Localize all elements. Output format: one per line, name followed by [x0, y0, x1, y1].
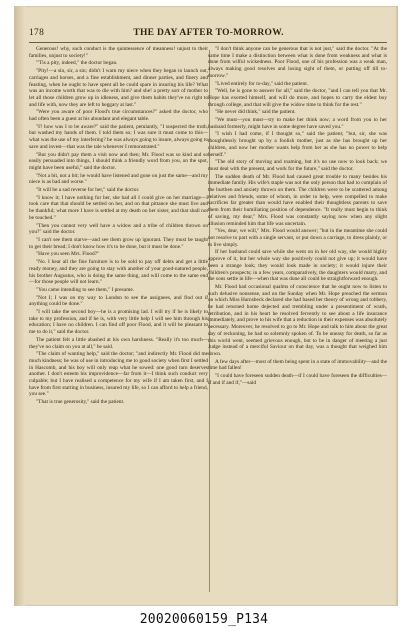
paragraph: "It will be a sad reverse for her," said the doctor. — [36, 187, 140, 194]
paragraph: The sudden death of Mr. Flood had caused great trouble to many besides his immediate family. His wife's staple was not the only person that had to complain of the burthen and anxiety thrown on them. The children were to be scattered among relatives and friends, some of whom, in order to help, were compelled to make sacrifices far greater than would have enabled their thoughtless parents to save them from their humiliating position of dependence. "It really must begin to think of saving, my dear," Mrs. Flood was constantly saying now when any slight allusion reminded him that life was uncertain. — [208, 173, 387, 227]
paragraph: "Lived entirely for to-day," said the patient. — [215, 80, 309, 87]
paragraph: A few days after—most of them being spent in a state of immovability—and the time had fallen! — [208, 358, 387, 372]
right-column — [208, 46, 387, 598]
header-rule — [29, 42, 387, 43]
paragraph: If her husband could save while she went on in her old way, she would highly approve of it, but her whole way she positively could not give up; it would have been a strange look; they would look made in society; it would injure their children's prospects; in a few years, comparatively, the daughters would marry, and the sons settle in life—when that was done all could be straightforward enough. — [208, 249, 387, 283]
paragraph: "I can't see them starve—and see them grow up ignorant. They must be taught to get their bread; I don't know how it's to be done, but it must be done." — [29, 236, 208, 250]
running-title: THE DAY AFTER TO-MORROW. — [133, 28, 284, 38]
paragraph: "But you didn't pay them a visit now and then; Mr. Flood was so kind and so easily persuaded into things, I should think a friendly word from you, on the spot, might have been useful," said the doctor. — [29, 151, 208, 171]
paragraph: "The old story of moving and roaming, but it's no use now to look back; we must deal with the present, and work for the future," said the doctor. — [208, 159, 387, 172]
page-number: 178 — [29, 28, 45, 38]
paragraph: "Then you cannot very well have a widow and a tribe of children thrown on you?" said the doctor. — [29, 222, 208, 236]
paragraph: "He never did think," said the patient. — [215, 109, 296, 116]
paragraph: "I know it; I have nothing for her, she had all I could give on her marriage—I took care that that should be settled on her, and on that pittance she must live and be thankful; what more I have is settled at my death on her sister, and that shall not be touched." — [29, 194, 208, 221]
paragraph: "You came intending to see them," I presume. — [36, 286, 135, 293]
paragraph: "I could have foreseen sudden death—if I could have foreseen the difficulties—if and if and if,"—said — [208, 373, 387, 386]
paragraph: "I don't think anyone can be generous that is not just," said the doctor. "At the same time I make a distinction between what is done from weakness and what is done from wilful wickedness. Poor Flood, one of his profession was a weak man, always making good resolves and losing sight of them, or putting off till to-morrow." — [208, 46, 387, 79]
paragraph: "The claim of wanting help," said the doctor; "and indirectly Mr. Flood did me much kindness; he was of use in introducing me to good society when first I settled in Hascomb, and his boy will only reap what he sowed: one good turn deserves another. I don't esteem his improvidence—far from it—I think such conduct very culpable; but I have realised a competence for my wife if I am taken first, and I have from first starting in business, insured my life, so I can afford to help a friend, you see." — [29, 351, 208, 398]
image-caption: 20020060159_P134 — [139, 612, 269, 627]
paragraph: "Yes, dear, we will," Mrs. Flood would answer; "but in the meantime she could not resolve to part with a single servant, or put down a carriage, to dress plainly, or to live simply. — [208, 228, 387, 248]
page-gutter — [15, 6, 25, 606]
paragraph: "I? how was I to be aware?" said the patient, petulantly, "I suspected the truth, but washed my hands of them. I told them so; I was sure it must come to this—what was the use of my interfering? he was always going to insure, always going to save and invest—that was the tale whenever I remonstrated." — [29, 123, 208, 150]
paragraph: "Not a bit, not a bit; he would have listened and gone on just the same—and my niece is as bad and worse." — [29, 172, 208, 186]
paragraph: "That is true generosity," said the patient. — [36, 399, 125, 406]
left-column — [29, 46, 208, 598]
paragraph: "We must—you must—try to make her think now; a word from you to her husband formerly, might have in some degree have saved you." — [208, 117, 387, 130]
page-header — [29, 26, 387, 40]
paragraph: "I wish I had come, if I thought so," said the patient; "but, sir, she was thoughtlessly brought up by a foolish mother, just as she has brought up her children, and now her mother wants help from her as she has no power to help herself." — [208, 131, 387, 158]
paragraph: "No. I hear all the fine furniture is to be sold to pay off debts and get a little ready money, and they are going to stay with another of your good-natured people, his brother Augustus, who is doing the same thing, and will come to the same end—for those people will not learn." — [29, 259, 208, 286]
paragraph: "Have you seen Mrs. Flood?" — [36, 251, 100, 258]
paragraph: Mr. Flood had occasional qualms of conscience that he ought now to listen to such delusive nonsense, and on the Sunday when Mr. Hope preached the sermon on which Miss Harnsbeck declared she had based her theory of wrong and robbery, he had returned home dejected and trembling under a presentiment of wrath, retribution, and in his heart he resolved fervently to see about a life insurance immediately, and prove to his wife that a reduction in their expenses was absolutely necessary. Moreover, he resolved to go to Mr. Hope and talk to him about the great day of reckoning, he had so solemnly spoken of. To be uneasy for death, so far as this world went, seemed grievous enough, but to be in danger of meeting a just Judge instead of a merciful Saviour on that day, was a thought that weighed him down. — [208, 283, 387, 357]
paragraph: "Pity!—a sin, sir, a sin; didn't I warn my niece when they began to launch out, carriages and horses, and a fine establishment, and dinner parties, and finery and feasting, when he ought to have spent all he could spare in insuring his life? What was an income worth that was to die with him? and she! a pretty sort of mother to let all those children grow up in idleness, and give them habits they've no right to and life with, now they are left to beggary at last." — [29, 68, 208, 108]
paragraph: The patient felt a little abashed at his own harshness. "Really it's too much—they've no claim on you at all," he said. — [29, 336, 208, 350]
paragraph: "Well, he is gone to answer for all," said the doctor, "and I can tell you that Mr. Hope has exerted himself, and will do more, and hopes to carry the eldest boy through college, and that will give the widow time to think for the rest." — [208, 88, 387, 108]
paragraph: "Not I; I was on my way to London to see the assignees, and find out if anything could be done." — [29, 294, 208, 308]
paragraph: Generous! why, such conduct is the quintessence of meanness! unjust to their families, unjust to society!" — [29, 46, 208, 59]
text-columns — [29, 46, 387, 598]
paragraph: "'Tis a pity, indeed," the doctor began. — [36, 60, 118, 67]
paragraph: "I will take the second boy—he is a promising lad. I will try if he is likely to take to my profession, and if he is, with very little help I will see him through his education; I have no children. I can find off poor Flood, and it will be pleasant to me to do it," said the doctor. — [29, 309, 208, 336]
paragraph: "Were you aware of poor Flood's true circumstances?" asked the doctor, who had often been a guest at his abundant and elegant table. — [29, 109, 208, 123]
book-page — [14, 6, 398, 606]
